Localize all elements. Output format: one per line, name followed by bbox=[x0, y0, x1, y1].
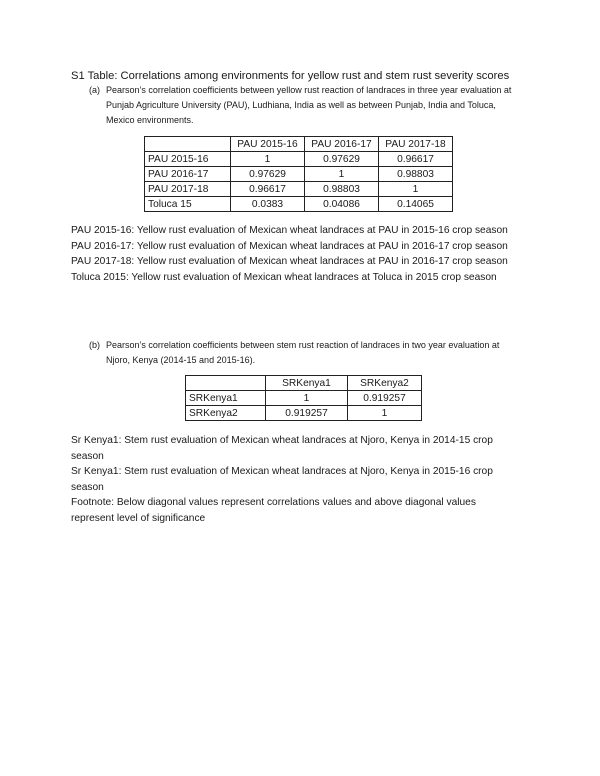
table-row bbox=[145, 167, 453, 182]
table-cell: 0.98803 bbox=[379, 167, 453, 182]
footnote: Footnote: Below diagonal values represent correlations values and above diagonal values represent level of significance bbox=[71, 497, 476, 524]
table-cell: 1 bbox=[231, 152, 305, 167]
correlation-table-stem-rust bbox=[185, 375, 422, 421]
column-header: PAU 2017-18 bbox=[379, 137, 453, 152]
page-title: S1 Table: Correlations among environments for yellow rust and stem rust severity scores bbox=[71, 70, 510, 82]
row-header: PAU 2016-17 bbox=[145, 167, 231, 182]
table-cell: 0.96617 bbox=[231, 182, 305, 197]
correlation-table-yellow-rust bbox=[144, 136, 453, 212]
row-header: Toluca 15 bbox=[145, 197, 231, 212]
definition-item: Sr Kenya1: Stem rust evaluation of Mexican wheat landraces at Njoro, Kenya in 2015-16 crop season bbox=[71, 466, 493, 493]
definition-item: PAU 2015-16: Yellow rust evaluation of Mexican wheat landraces at PAU in 2015-16 crop season bbox=[71, 225, 508, 236]
table-cell: 1 bbox=[348, 406, 422, 421]
table-cell: 1 bbox=[379, 182, 453, 197]
definition-item: Sr Kenya1: Stem rust evaluation of Mexican wheat landraces at Njoro, Kenya in 2014-15 crop season bbox=[71, 435, 493, 462]
definition-item: PAU 2017-18: Yellow rust evaluation of Mexican wheat landraces at PAU in 2016-17 crop season bbox=[71, 256, 508, 267]
table-row bbox=[186, 391, 422, 406]
table-cell: 0.98803 bbox=[305, 182, 379, 197]
table-header-row bbox=[186, 376, 422, 391]
table-row bbox=[145, 182, 453, 197]
column-header: PAU 2015-16 bbox=[231, 137, 305, 152]
definitions-a bbox=[71, 223, 511, 285]
definitions-b bbox=[71, 433, 511, 526]
section-b-label: (b) bbox=[89, 340, 100, 350]
table-cell: 0.919257 bbox=[348, 391, 422, 406]
table-row bbox=[145, 152, 453, 167]
column-header: PAU 2016-17 bbox=[305, 137, 379, 152]
table-cell: 0.04086 bbox=[305, 197, 379, 212]
definition-item: PAU 2016-17: Yellow rust evaluation of Mexican wheat landraces at PAU in 2016-17 crop season bbox=[71, 240, 508, 252]
table-row bbox=[186, 406, 422, 421]
section-a-text: Pearson’s correlation coefficients between yellow rust reaction of landraces in three year evaluation at Punjab Agriculture University (PAU), Ludhiana, India as well as between Punjab, India and Toluca, Mexico environments. bbox=[106, 85, 512, 125]
section-a-label: (a) bbox=[89, 85, 100, 95]
row-header: SRKenya1 bbox=[186, 391, 266, 406]
table-row bbox=[145, 197, 453, 212]
table-cell: 1 bbox=[305, 167, 379, 182]
column-header: SRKenya1 bbox=[266, 376, 348, 391]
row-header: PAU 2015-16 bbox=[145, 152, 231, 167]
table-cell: 0.97629 bbox=[231, 167, 305, 182]
row-header: SRKenya2 bbox=[186, 406, 266, 421]
table-cell: 0.97629 bbox=[305, 152, 379, 167]
table-cell: 0.96617 bbox=[379, 152, 453, 167]
section-b-text: Pearson’s correlation coefficients between stem rust reaction of landraces in two year evaluation at Njoro, Kenya (2014-15 and 2015-16). bbox=[106, 340, 500, 365]
table-cell: 0.14065 bbox=[379, 197, 453, 212]
table-corner-cell bbox=[145, 137, 231, 152]
table-corner-cell bbox=[186, 376, 266, 391]
row-header: PAU 2017-18 bbox=[145, 182, 231, 197]
table-cell: 0.0383 bbox=[231, 197, 305, 212]
table-header-row bbox=[145, 137, 453, 152]
table-cell: 1 bbox=[266, 391, 348, 406]
table-cell: 0.919257 bbox=[266, 406, 348, 421]
definition-item: Toluca 2015: Yellow rust evaluation of Mexican wheat landraces at Toluca in 2015 crop season bbox=[71, 271, 497, 283]
column-header: SRKenya2 bbox=[348, 376, 422, 391]
